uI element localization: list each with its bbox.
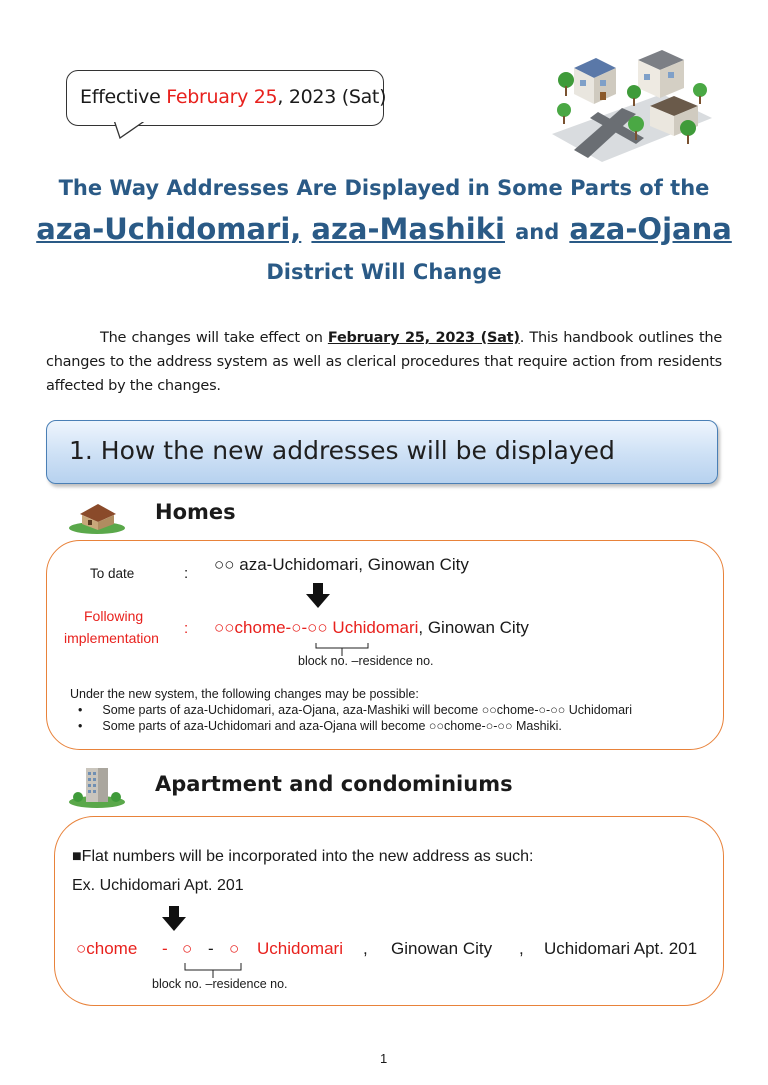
- effective-date-highlight: February 25: [166, 86, 278, 108]
- apt-dash-2: -: [208, 939, 214, 958]
- title-line-1: The Way Addresses Are Displayed in Some Parts of the: [58, 176, 710, 200]
- arrow-down-icon: [306, 583, 330, 609]
- effective-label: Effective: [80, 86, 161, 108]
- apt-uchidomari: Uchidomari: [257, 939, 343, 958]
- title-and: and: [515, 220, 560, 244]
- house-icon: [68, 500, 126, 534]
- section-title: 1. How the new addresses will be displayed: [69, 436, 615, 465]
- to-date-label: To date: [90, 566, 135, 581]
- following-colon: :: [184, 620, 189, 637]
- title-place-ojana: aza-Ojana: [569, 212, 732, 246]
- title-place-mashiki: aza-Mashiki: [311, 212, 505, 246]
- apt-comma-1: ,: [363, 939, 368, 958]
- new-home-address-city: , Ginowan City: [418, 618, 529, 637]
- following-label-1: Following: [84, 608, 144, 624]
- apt-city: Ginowan City: [391, 939, 493, 958]
- possible-intro: Under the new system, the following changes may be possible:: [70, 687, 419, 701]
- intro-date: February 25, 2023 (Sat): [327, 330, 520, 346]
- apartment-example: Ex. Uchidomari Apt. 201: [72, 877, 244, 894]
- apt-block-note: block no. –residence no.: [152, 977, 288, 991]
- homes-bullet-1-text: Some parts of aza-Uchidomari, aza-Ojana, aza-Mashiki will become ○○chome-○-○○ Uchidomari: [102, 703, 632, 717]
- houses-illustration: [552, 46, 712, 162]
- apartment-building-icon: [68, 764, 126, 808]
- to-date-address: ○○ aza-Uchidomari, Ginowan City: [214, 555, 469, 574]
- effective-date-rest: , 2023 (Sat): [277, 86, 387, 108]
- intro-paragraph: [46, 326, 722, 398]
- homes-bullet-2-text: Some parts of aza-Uchidomari and aza-Ojana will become ○○chome-○-○○ Mashiki.: [102, 719, 562, 733]
- apt-block-no: ○: [182, 939, 193, 958]
- intro-before: The changes will take effect on: [100, 330, 328, 346]
- new-home-address-red: ○○chome-○-○○ Uchidomari: [214, 618, 419, 637]
- apt-chome: ○chome: [76, 939, 138, 958]
- arrow-down-icon-2: [162, 906, 186, 932]
- title-line-3: District Will Change: [266, 260, 502, 284]
- apt-name: Uchidomari Apt. 201: [544, 939, 698, 958]
- apartments-heading: Apartment and condominiums: [155, 772, 513, 796]
- effective-date-text: [80, 86, 386, 108]
- following-label-2: implementation: [64, 630, 159, 646]
- apt-dash-1: -: [162, 939, 168, 958]
- homes-heading: Homes: [155, 500, 236, 524]
- apt-residence-no: ○: [229, 939, 240, 958]
- intro-after: . This handbook outlines the changes to the address system as well as clerical procedures that require action from residents affected by the changes.: [46, 330, 722, 394]
- homes-block-note: block no. –residence no.: [298, 654, 434, 668]
- new-home-address: [214, 618, 529, 638]
- to-date-colon: :: [184, 565, 189, 582]
- title-place-uchidomari: aza-Uchidomari,: [36, 212, 302, 246]
- flat-note: ■Flat numbers will be incorporated into the new address as such:: [72, 848, 534, 865]
- homes-bullet-2: • Some parts of aza-Uchidomari and aza-Ojana will become ○○chome-○-○○ Mashiki.: [78, 719, 562, 733]
- title-line-2: [0, 212, 768, 246]
- homes-bullet-1: • Some parts of aza-Uchidomari, aza-Ojana, aza-Mashiki will become ○○chome-○-○○ Uchidomari: [78, 703, 632, 717]
- apt-comma-2: ,: [519, 939, 524, 958]
- page-number: 1: [380, 1051, 388, 1066]
- bubble-tail: [112, 118, 152, 142]
